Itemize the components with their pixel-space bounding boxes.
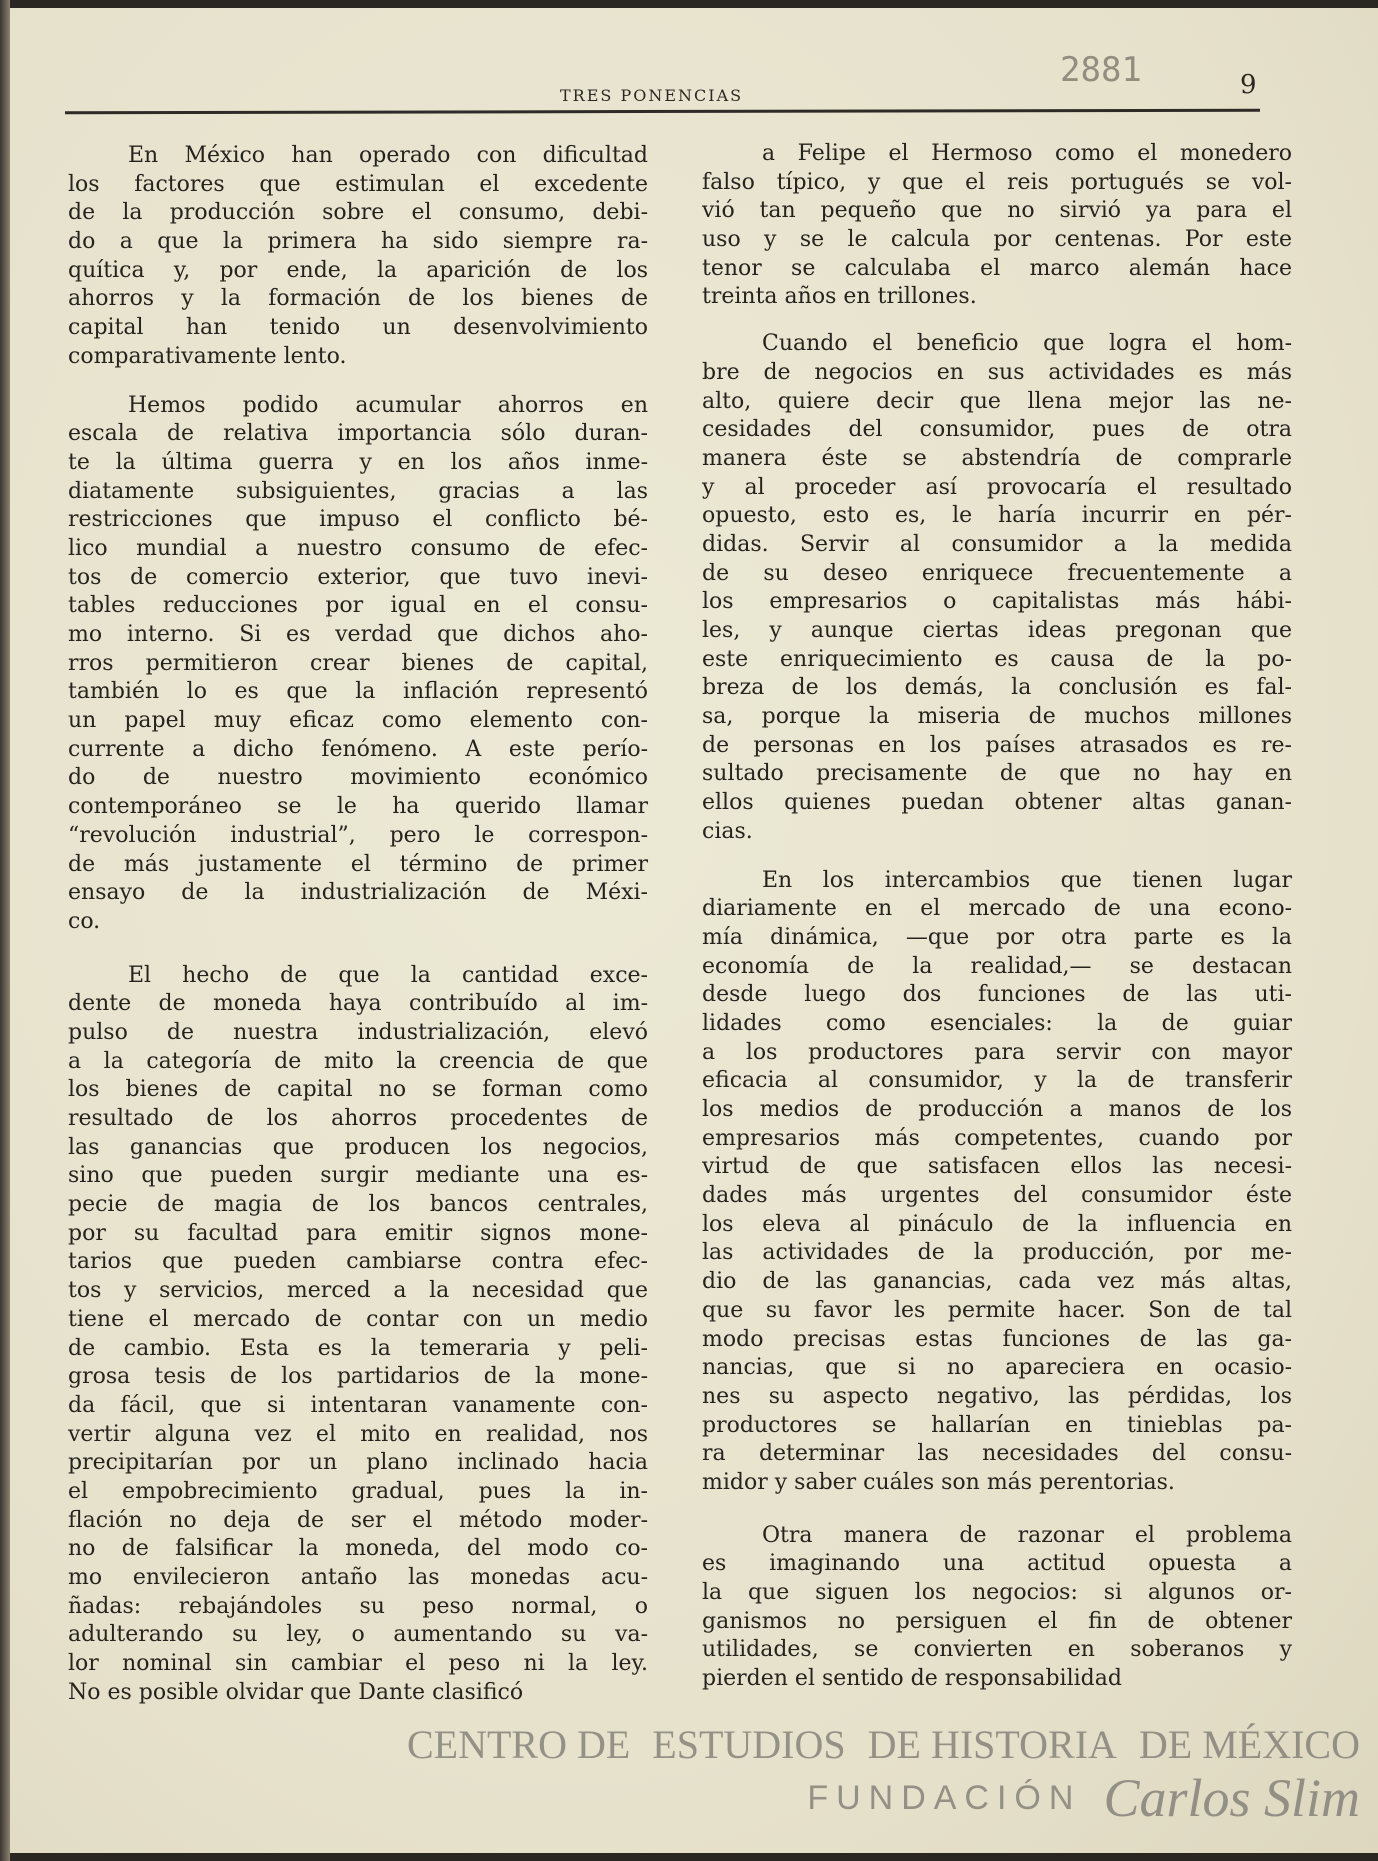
text-line: cias. xyxy=(702,818,753,844)
archive-stamp: 2881 xyxy=(1060,50,1142,90)
watermark xyxy=(300,1722,1360,1840)
text-line: ensayo de la industrialización de Méxi- xyxy=(68,880,648,906)
text-line: Hemos podido acumular ahorros en xyxy=(128,392,648,418)
watermark-line: ESTUDIOS xyxy=(652,1722,846,1767)
text-line: sa, porque la miseria de muchos millones xyxy=(702,704,1292,730)
left-column xyxy=(68,142,648,1707)
scan-edge xyxy=(0,0,10,1861)
text-line: En México han operado con dificultad xyxy=(128,143,648,168)
text-line: diariamente en el mercado de una econo- xyxy=(702,896,1292,922)
text-line: bre de negocios en sus actividades es más xyxy=(702,359,1292,385)
text-line: sultado precisamente de que no hay en xyxy=(702,761,1292,787)
text-line: los eleva al pináculo de la influencia en xyxy=(702,1211,1292,1237)
text-line: mía dinámica, —que por otra parte es la xyxy=(702,924,1292,950)
text-line: mo envilecieron antaño las monedas acu- xyxy=(68,1565,648,1590)
text-line: la que siguen los negocios: si algunos or- xyxy=(702,1580,1292,1605)
text-line: también lo es que la inflación representó xyxy=(68,679,648,705)
text-line: de su deseo enriquece frecuentemente a xyxy=(702,560,1292,586)
text-line: lico mundial a nuestro consumo de efec- xyxy=(68,535,648,561)
text-line: mo interno. Si es verdad que dichos aho- xyxy=(68,622,648,647)
text-line: dio de las ganancias, cada vez más altas, xyxy=(702,1269,1292,1295)
text-line: a los productores para servir con mayor xyxy=(702,1039,1292,1065)
text-line: cesidades del consumidor, pues de otra xyxy=(702,417,1292,443)
watermark-foundation: FUNDACIÓN xyxy=(807,1779,1082,1817)
text-line: ñadas: rebajándoles su peso normal, o xyxy=(68,1593,648,1619)
paragraph xyxy=(702,1522,1292,1694)
running-title: TRES PONENCIAS xyxy=(560,86,744,105)
paragraph xyxy=(702,330,1292,846)
text-line: utilidades, se convierten en soberanos y xyxy=(702,1637,1292,1663)
watermark-line: DE MÉXICO xyxy=(1138,1722,1360,1767)
watermark-signature: Carlos Slim xyxy=(1103,1768,1360,1828)
text-line: Cuando el beneficio que logra el hom- xyxy=(762,331,1292,357)
text-line: economía de la realidad,— se destacan xyxy=(702,953,1292,979)
text-line: los bienes de capital no se forman como xyxy=(68,1077,648,1103)
text-line: a Felipe el Hermoso como el monedero xyxy=(762,141,1292,166)
page-number: 9 xyxy=(1240,70,1257,100)
right-column xyxy=(702,140,1292,1694)
text-line: da fácil, que si intentaran vanamente con- xyxy=(68,1392,648,1418)
text-line: que su favor les permite hacer. Son de tal xyxy=(702,1297,1292,1323)
text-line: currente a dicho fenómeno. A este perío- xyxy=(68,736,648,762)
text-line: midor y saber cuáles son más perentorias. xyxy=(702,1469,1175,1495)
text-line: te la última guerra y en los años inme- xyxy=(68,449,648,475)
text-line: de personas en los países atrasados es re- xyxy=(702,732,1292,758)
text-line: los factores que estimulan el excedente xyxy=(68,171,648,197)
text-line: vertir alguna vez el mito en realidad, nos xyxy=(68,1421,648,1447)
paragraph xyxy=(68,392,648,937)
text-line: dades más urgentes del consumidor éste xyxy=(702,1183,1292,1209)
text-line: pulso de nuestra industrialización, elevó xyxy=(68,1019,648,1045)
text-line: es imaginando una actitud opuesta a xyxy=(702,1551,1292,1577)
text-line: las actividades de la producción, por me- xyxy=(702,1240,1292,1266)
text-line: pecie de magia de los bancos centrales, xyxy=(68,1192,648,1218)
text-line: “revolución industrial”, pero le correspon- xyxy=(68,822,648,848)
text-line: de cambio. Esta es la temeraria y peli- xyxy=(68,1335,648,1361)
text-line: las ganancias que producen los negocios, xyxy=(68,1134,648,1160)
text-line: manera éste se abstendría de comprarle xyxy=(702,445,1292,471)
text-line: restricciones que impuso el conflicto bé- xyxy=(68,507,648,533)
text-line: productores se hallarían en tinieblas pa- xyxy=(702,1412,1292,1438)
text-line: comparativamente lento. xyxy=(68,343,347,369)
text-line: ra determinar las necesidades del consu- xyxy=(702,1441,1292,1467)
text-line: lor nominal sin cambiar el peso ni la ley. xyxy=(68,1651,648,1677)
paragraph xyxy=(68,962,648,1708)
text-line: flación no deja de ser el método moder- xyxy=(68,1507,648,1533)
text-line: este enriquecimiento es causa de la po- xyxy=(702,646,1292,672)
text-line: ganismos no persiguen el fin de obtener xyxy=(702,1608,1292,1634)
text-line: resultado de los ahorros procedentes de xyxy=(68,1106,648,1131)
paragraph xyxy=(702,867,1292,1498)
text-line: grosa tesis de los partidarios de la mone- xyxy=(68,1364,648,1390)
text-line: nancias, que si no apareciera en ocasio- xyxy=(702,1355,1292,1381)
text-line: diatamente subsiguientes, gracias a las xyxy=(68,478,648,504)
text-line: nes su aspecto negativo, las pérdidas, los xyxy=(702,1383,1292,1409)
text-line: por su facultad para emitir signos mone- xyxy=(68,1220,648,1246)
text-line: do a que la primera ha sido siempre ra- xyxy=(68,229,648,255)
text-line: escala de relativa importancia sólo duran- xyxy=(68,421,648,447)
text-line: empresarios más competentes, cuando por xyxy=(702,1125,1292,1151)
text-line: tarios que pueden cambiarse contra efec- xyxy=(68,1249,648,1275)
text-line: de más justamente el término de primer xyxy=(68,851,648,877)
text-line: tenor se calculaba el marco alemán hace xyxy=(702,255,1292,281)
text-line: alto, quiere decir que llena mejor las ne- xyxy=(702,388,1292,414)
text-line: falso típico, y que el reis portugués se vol- xyxy=(702,169,1292,195)
text-line: tiene el mercado de contar con un medio xyxy=(68,1306,648,1332)
text-line: didas. Servir al consumidor a la medida xyxy=(702,531,1292,557)
text-line: ahorros y la formación de los bienes de xyxy=(68,286,648,312)
text-line: treinta años en trillones. xyxy=(702,284,977,310)
text-line: El hecho de que la cantidad exce- xyxy=(128,962,648,988)
text-line: Otra manera de razonar el problema xyxy=(762,1522,1292,1548)
text-line: rros permitieron crear bienes de capital, xyxy=(68,650,648,676)
text-line: no de falsificar la moneda, del modo co- xyxy=(68,1536,648,1562)
text-line: dente de moneda haya contribuído al im- xyxy=(68,991,648,1017)
text-line: sino que pueden surgir mediante una es- xyxy=(68,1163,648,1189)
text-line: pierden el sentido de responsabilidad xyxy=(702,1666,1122,1692)
text-line: de la producción sobre el consumo, debi- xyxy=(68,200,648,226)
text-line: co. xyxy=(68,908,101,934)
watermark-line: DE HISTORIA xyxy=(867,1722,1117,1767)
text-line: do de nuestro movimiento económico xyxy=(68,765,648,791)
text-line: breza de los demás, la conclusión es fal- xyxy=(702,675,1292,701)
text-line: No es posible olvidar que Dante clasificó xyxy=(68,1679,524,1705)
text-line: los medios de producción a manos de los xyxy=(702,1097,1292,1122)
paragraph xyxy=(68,142,648,372)
text-line: quítica y, por ende, la aparición de los xyxy=(68,257,648,283)
text-line: opuesto, esto es, le haría incurrir en pér- xyxy=(702,503,1292,529)
text-line: tables reducciones por igual en el consu- xyxy=(68,593,648,619)
text-line: a la categoría de mito la creencia de que xyxy=(68,1048,648,1074)
text-line: precipitarían por un plano inclinado hacia xyxy=(68,1450,648,1476)
text-line: capital han tenido un desenvolvimiento xyxy=(68,315,648,341)
text-line: desde luego dos funciones de las uti- xyxy=(702,982,1292,1008)
watermark-title-row xyxy=(300,1722,1360,1768)
text-line: modo precisas estas funciones de las ga- xyxy=(702,1326,1292,1352)
text-line: uso y se le calcula por centenas. Por este xyxy=(702,227,1292,253)
text-line: contemporáneo se le ha querido llamar xyxy=(68,794,648,820)
text-line: ellos quienes puedan obtener altas ganan- xyxy=(702,790,1292,816)
watermark-line: CENTRO DE xyxy=(406,1722,631,1767)
text-line: eficacia al consumidor, y la de transferir xyxy=(702,1068,1292,1094)
text-line: adulterando su ley, o aumentando su va- xyxy=(68,1622,648,1648)
text-line: lidades como esenciales: la de guiar xyxy=(702,1010,1292,1036)
text-line: vió tan pequeño que no sirvió ya para el xyxy=(702,198,1292,224)
text-line: tos y servicios, merced a la necesidad que xyxy=(68,1278,648,1304)
text-line: tos de comercio exterior, que tuvo inevi- xyxy=(68,564,648,590)
text-line: les, y aunque ciertas ideas pregonan que xyxy=(702,618,1292,643)
text-line: y al proceder así provocaría el resultado xyxy=(702,474,1292,500)
text-line: En los intercambios que tienen lugar xyxy=(762,867,1292,893)
text-line: un papel muy eficaz como elemento con- xyxy=(68,708,648,734)
text-line: los empresarios o capitalistas más hábi- xyxy=(702,589,1292,615)
text-line: el empobrecimiento gradual, pues la in- xyxy=(68,1478,648,1504)
text-line: virtud de que satisfacen ellos las necesi- xyxy=(702,1154,1292,1180)
paragraph xyxy=(702,140,1292,312)
watermark-foundation-row xyxy=(300,1768,1360,1828)
